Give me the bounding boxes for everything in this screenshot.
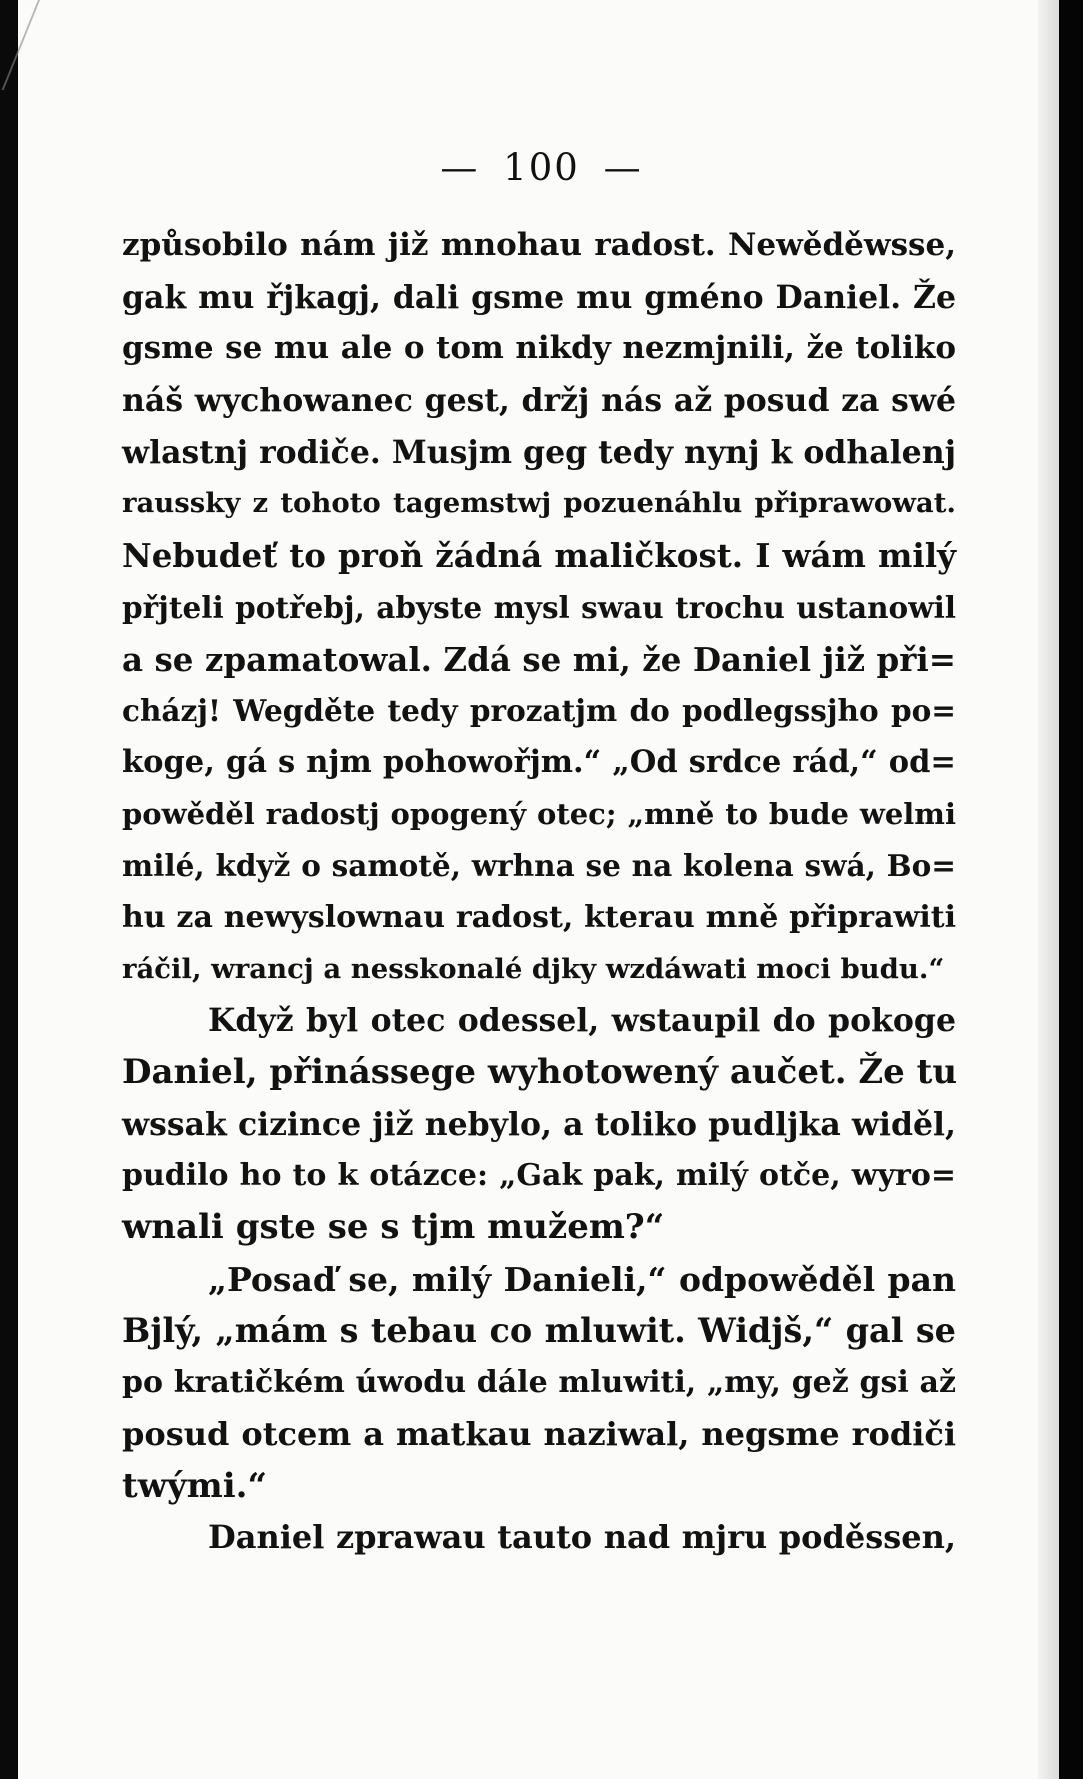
text-line: ráčil, wrancj a nesskonalé djky wzdáwati moci budu.“	[122, 952, 945, 985]
text-line: gak mu řjkagj, dali gsme mu gméno Daniel. Že	[122, 278, 956, 316]
text-line: Když byl otec odessel, wstaupil do pokoge	[208, 1002, 956, 1040]
text-line: gsme se mu ale o tom nikdy nezmjnili, že toliko	[122, 330, 956, 367]
text-line: wnali gste se s tjm mužem?“	[122, 1207, 665, 1248]
text-line: způsobilo nám již mnohau radost. Newěděwsse,	[122, 227, 956, 263]
text-line: po kratičkém úwodu dále mluwiti, „my, gež gsi až	[122, 1365, 956, 1401]
text-line: posud otcem a matkau naziwal, negsme rodiči	[122, 1414, 956, 1453]
text-line: „Posaď se, milý Danieli,“ odpowěděl pan	[208, 1259, 956, 1299]
scan-border-right	[1059, 0, 1083, 1779]
page-edge-shadow	[1038, 0, 1060, 1779]
scan-border-left	[0, 0, 18, 1779]
text-line: cházj! Wegděte tedy prozatjm do podlegssjho po=	[122, 693, 956, 729]
text-line: koge, gá s njm pohowořjm.“ „Od srdce rád,“ od=	[122, 743, 956, 780]
text-line: wlastnj rodiče. Musjm geg tedy nynj k odhalenj	[122, 433, 956, 471]
text-line: Bjlý, „mám s tebau co mluwit. Widjš,“ gal se	[122, 1311, 956, 1351]
text-line: twými.“	[122, 1465, 268, 1506]
text-line: Daniel, přinássege wyhotowený aučet. Že tu	[122, 1052, 958, 1092]
text-line: Nebudeť to proň žádná maličkost. I wám milý	[122, 536, 956, 576]
body-text	[122, 220, 956, 1564]
text-line: wssak cizince již nebylo, a toliko pudljka widěl,	[122, 1105, 956, 1143]
text-line: a se zpamatowal. Zdá se mi, že Daniel již při=	[122, 639, 956, 679]
text-line: Daniel zprawau tauto nad mjru poděssen,	[208, 1518, 956, 1557]
text-line: náš wychowanec gest, držj nás až posud za swé	[122, 382, 956, 420]
text-line: přjteli potřebj, abyste mysl swau trochu ustanowil	[122, 589, 956, 625]
text-line: hu za newyslownau radost, kterau mně připrawiti	[122, 899, 956, 935]
text-line: powěděl radostj opogený otec; „mně to bude welmi	[122, 796, 956, 831]
page-number: — 100 —	[440, 146, 643, 189]
text-line: milé, když o samotě, wrhna se na kolena swá, Bo=	[122, 848, 956, 884]
text-line: raussky z tohoto tagemstwj pozuenáhlu připrawowat.	[122, 487, 956, 520]
text-line: pudilo ho to k otázce: „Gak pak, milý otče, wyro=	[122, 1158, 956, 1194]
